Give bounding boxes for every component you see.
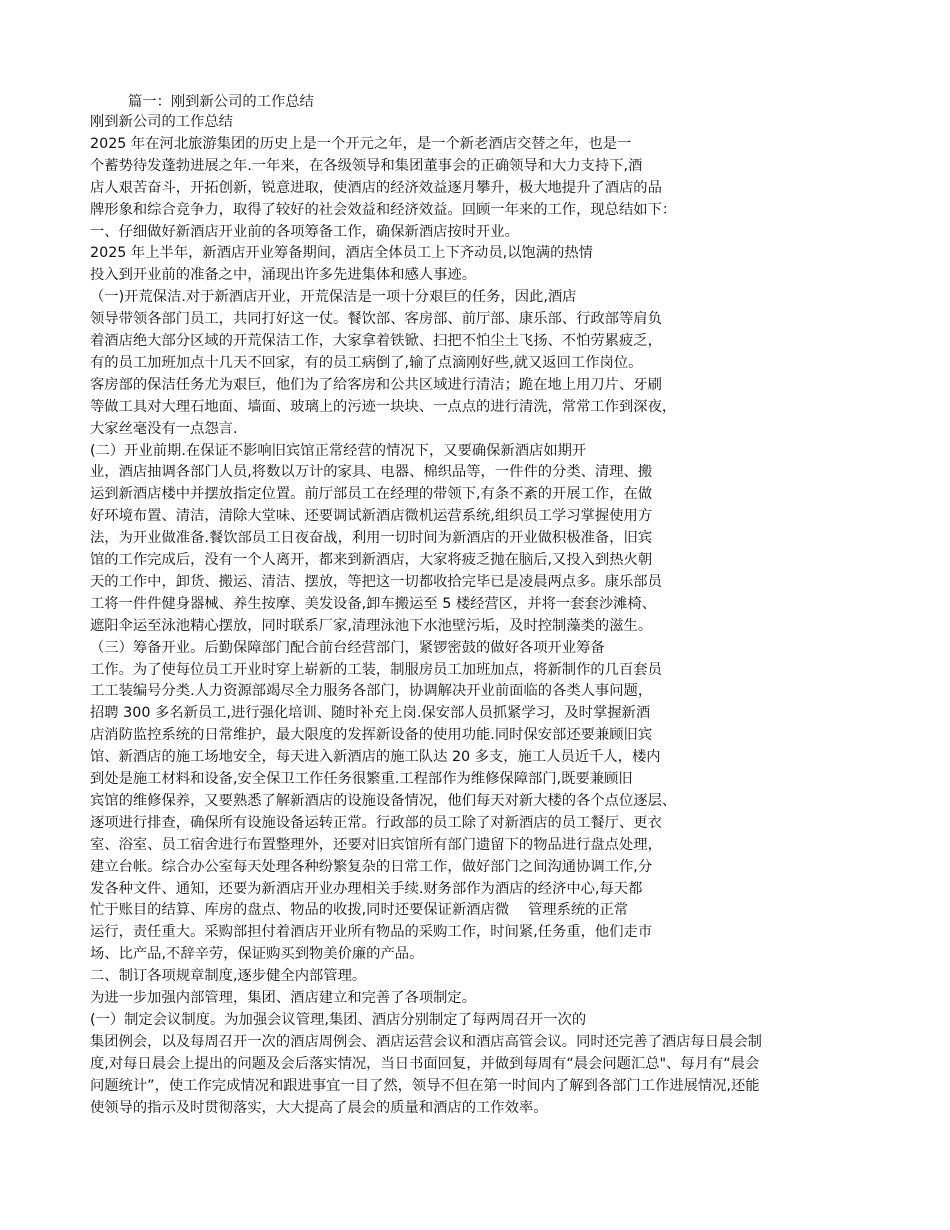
body-line: 场、比产品,不辞辛劳，保证购买到物美价廉的产品。 [90, 946, 424, 963]
body-line: 投入到开业前的准备之中，涌现出许多先进集体和感人事迹。 [90, 267, 477, 284]
body-line: 馆、新酒店的施工场地安全，每天进入新酒店的施工队达 20 多支，施工人员近千人，楼内 [90, 749, 661, 766]
body-line: 发各种文件、通知，还要为新酒店开业办理相关手续.财务部作为酒店的经济中心,每天都 [90, 880, 643, 897]
body-line: 个蓄势待发蓬勃进展之年.一年来，在各级领导和集团董事会的正确领导和大力支持下,酒 [90, 157, 643, 174]
body-line: 着酒店绝大部分区域的开荒保洁工作，大家拿着铁锨、扫把不怕尘土飞扬、不怕劳累疲乏， [90, 333, 662, 349]
body-line: 馆的工作完成后，没有一个人离开，都来到新酒店，大家将疲乏抛在脑后,又投入到热火朝 [90, 552, 653, 568]
body-line: 遮阳伞运至泳池精心摆放，同时联系厂家,清理泳池下水池壁污垢，及时控制藻类的滋生。 [90, 617, 653, 634]
body-line: (二）开业前期.在保证不影响旧宾馆正常经营的情况下，又要确保新酒店如期开 [90, 442, 587, 459]
body-line: 到处是施工材料和设备,安全保卫工作任务很繁重.工程部作为维修保障部门,既要兼顾旧 [90, 771, 633, 787]
body-line: 2025 年在河北旅游集团的历史上是一个开元之年，是一个新老酒店交替之年，也是一 [90, 135, 632, 152]
body-line: 店人艰苦奋斗，开拓创新，锐意进取，使酒店的经济效益逐月攀升，极大地提升了酒店的品 [90, 179, 662, 196]
body-line: 店消防监控系统的日常维护，最大限度的发挥新设备的使用功能.同时保安部还要兼顾旧宾 [90, 727, 653, 744]
body-line: 客房部的保洁任务尤为艰巨，他们为了给客房和公共区域进行清洁；跪在地上用刀片、牙刷 [90, 376, 662, 393]
body-line: 建立台帐。综合办公室每天处理各种纷繁复杂的日常工作，做好部门之间沟通协调工作,分 [90, 858, 653, 875]
body-line: 大家丝毫没有一点怨言. [90, 420, 238, 437]
body-line: 等做工具对大理石地面、墙面、玻璃上的污迹一块块、一点点的进行清洗，常常工作到深夜， [90, 398, 677, 415]
body-line: 问题统计”，使工作完成情况和跟进事宜一目了然，领导不但在第一时间内了解到各部门工作进展情况,还能 [90, 1077, 760, 1094]
body-line: 使领导的指示及时贯彻落实，大大提高了晨会的质量和酒店的工作效率。 [90, 1099, 548, 1116]
body-line: 业，酒店抽调各部门人员,将数以万计的家具、电器、棉织品等，一件件的分类、清理、搬 [90, 464, 653, 481]
body-line: 领导带领各部门员工，共同打好这一仗。餐饮部、客房部、前厅部、康乐部、行政部等肩负 [90, 311, 662, 328]
body-line: 忙于账目的结算、库房的盘点、物品的收拨,同时还要保证新酒店微 管理系统的正常 [90, 902, 629, 919]
body-line: 运到新酒店楼中并摆放指定位置。前厅部员工在经理的带领下,有条不紊的开展工作，在做 [90, 486, 653, 503]
body-line: 度,对每日晨会上提出的问题及会后落实情况，当日书面回复，并做到每周有“晨会问题汇总"、每月有“晨会 [90, 1055, 760, 1072]
body-line: 工作。为了使每位员工开业时穿上崭新的工装，制服房员工加班加点，将新制作的几百套员 [90, 661, 662, 678]
body-line: （三）筹备开业。后勤保障部门配合前台经营部门，紧锣密鼓的做好各项开业筹备 [90, 639, 605, 656]
body-line: 一、仔细做好新酒店开业前的各项筹备工作，确保新酒店按时开业。 [90, 223, 519, 240]
body-line: 工将一件件健身器械、养生按摩、美发设备,卸车搬运至 5 楼经营区，并将一套套沙滩椅、 [90, 595, 657, 612]
document-title: 篇一：刚到新公司的工作总结 [128, 94, 314, 110]
body-line: 2025 年上半年，新酒店开业筹备期间，酒店全体员工上下齐动员,以饱满的热情 [90, 245, 593, 262]
body-line: 好环境布置、清洁，清除大堂味、还要调试新酒店微机运营系统,组织员工学习掌握使用方 [90, 508, 653, 525]
body-line: 刚到新公司的工作总结 [90, 114, 233, 130]
body-line: (一）制定会议制度。为加强会议管理,集团、酒店分别制定了每两周召开一次的 [90, 1011, 587, 1028]
body-line: 宾馆的维修保养，又要熟悉了解新酒店的设施设备情况，他们每天对新大楼的各个点位逐层、 [90, 792, 677, 809]
body-line: 集团例会，以及每周召开一次的酒店周例会、酒店运营会议和酒店高管会议。同时还完善了酒店每日晨会制 [90, 1033, 762, 1050]
body-line: 天的工作中，卸货、搬运、清洁、摆放，等把这一切都收拾完毕已是凌晨两点多。康乐部员 [90, 573, 662, 590]
body-line: 牌形象和综合竞争力，取得了较好的社会效益和经济效益。回顾一年来的工作，现总结如下： [90, 201, 677, 218]
body-line: 招聘 300 多名新员工,进行强化培训、随时补充上岗.保安部人员抓紧学习，及时掌握新酒 [90, 705, 651, 722]
body-line: 有的员工加班加点十几天不回家，有的员工病倒了,输了点滴刚好些,就又返回工作岗位。 [90, 354, 643, 371]
body-line: 法，为开业做准备.餐饮部员工日夜奋战，利用一切时间为新酒店的开业做积极准备，旧宾 [90, 530, 653, 547]
body-line: 逐项进行排查，确保所有设施设备运转正常。行政部的员工除了对新酒店的员工餐厅、更衣 [90, 814, 662, 831]
body-line: 为进一步加强内部管理，集团、酒店建立和完善了各项制定。 [90, 990, 477, 1006]
body-line: 二、制订各项规章制度,逐步健全内部管理。 [90, 968, 367, 985]
body-line: 室、浴室、员工宿舍进行布置整理外，还要对旧宾馆所有部门遗留下的物品进行盘点处理， [90, 836, 662, 853]
body-line: （一)开荒保洁.对于新酒店开业，开荒保洁是一项十分艰巨的任务，因此,酒店 [90, 289, 577, 306]
body-line: 运行，责任重大。采购部担付着酒店开业所有物品的采购工作，时间紧,任务重，他们走市 [90, 924, 653, 941]
body-line: 工工装编号分类.人力资源部竭尽全力服务各部门，协调解决开业前面临的各类人事问题， [90, 683, 653, 700]
